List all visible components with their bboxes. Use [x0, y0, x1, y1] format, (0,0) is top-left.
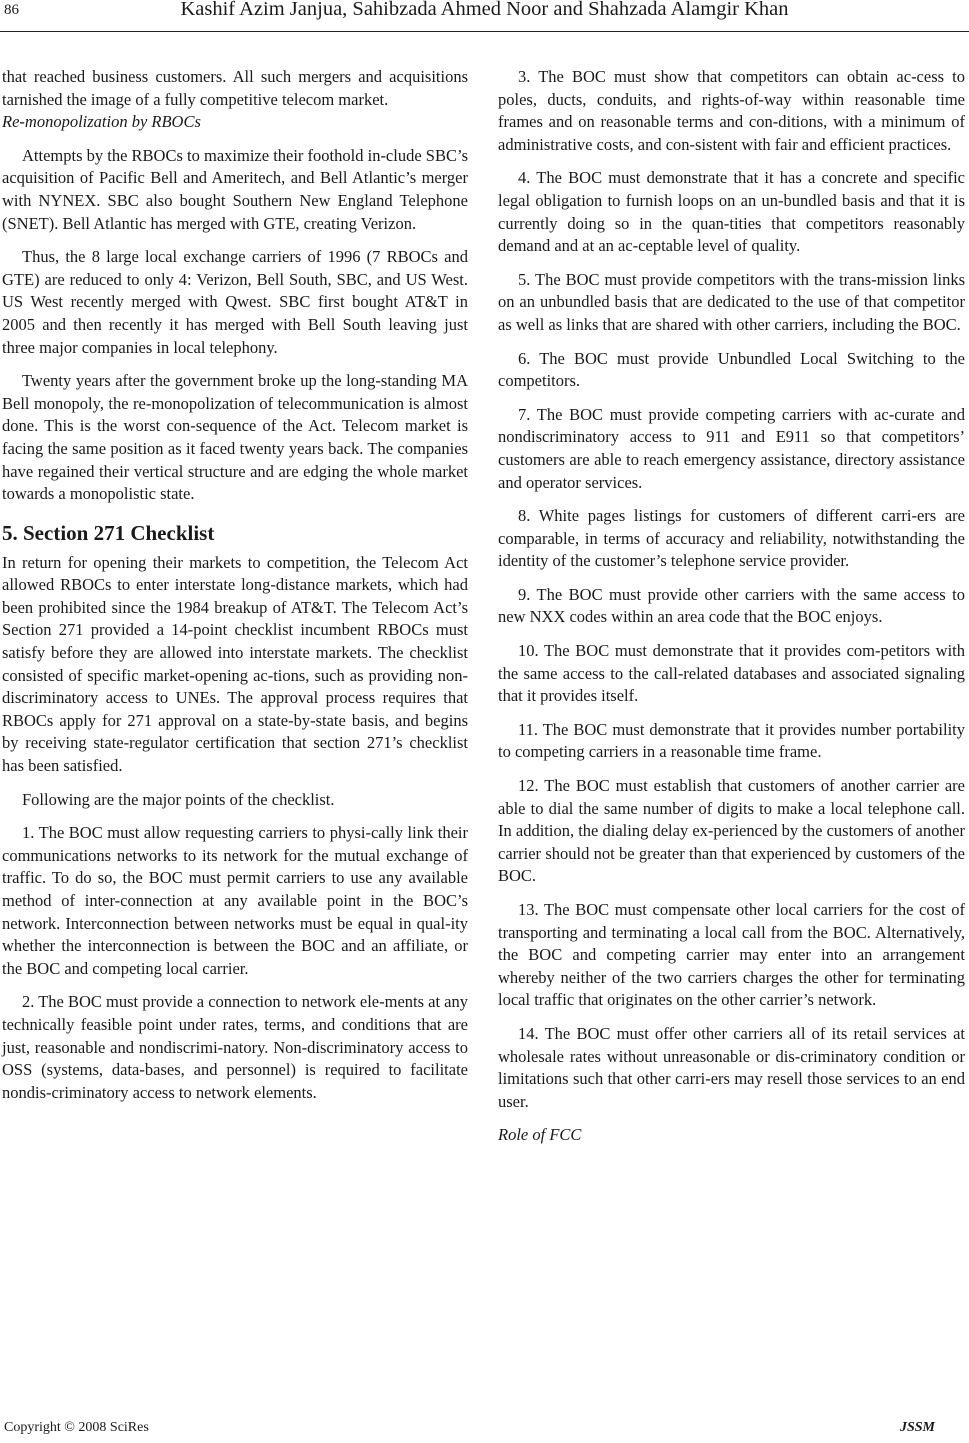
checklist-item-1: 1. The BOC must allow requesting carriers to physi-cally link their communications networks to its network for the mutual exchange of traffic. To do so, the BOC must permit carriers to use any available method of inter-connection at any available point in the BOC’s network. Interconnection between networks must be equal in qual-ity whether the interconnection is between the BOC and an affiliate, or the BOC and competing local carrier. — [2, 823, 468, 978]
page-header — [0, 0, 969, 40]
checklist-item-5: 5. The BOC must provide competitors with the trans-mission links on an unbundled basis that are dedicated to the use of that competitor as well as links that are shared with other carriers, including the BOC. — [498, 269, 965, 334]
paragraph-in-return: In return for opening their markets to competition, the Telecom Act allowed RBOCs to enter interstate long-distance markets, which had been prohibited since the 1984 breakup of AT&T. The Telecom Act’s Section 271 provided a 14-point checklist incumbent RBOCs must satisfy before they are allowed into interstate markets. The checklist consisted of specific market-opening ac-tions, such as providing non-discriminatory access to UNEs. The approval process requires that RBOCs apply for 271 approval on a state-by-state basis, and begins by receiving state-regulator certification that section 271’s checklist has been satisfied. — [2, 552, 468, 776]
right-column — [498, 66, 965, 1147]
checklist-item-2: 2. The BOC must provide a connection to network ele-ments at any technically feasible point under rates, terms, and conditions that are just, reasonable and nondiscrimi-natory. Non-discriminatory access to OSS (systems, data-bases, and personnel) is required to facilitate nondis-criminatory access to network elements. — [2, 992, 469, 1102]
checklist-item-10: 10. The BOC must demonstrate that it provides com-petitors with the same access to the call-related databases and associated signaling that it provides itself. — [498, 641, 965, 706]
checklist-item-13: 13. The BOC must compensate other local carriers for the cost of transporting and terminating a local call from the BOC. Alternatively, the BOC and competing carrier may enter into an arrangement whereby neither of the two carriers charges the other for terminating local traffic that originates on the other carrier’s network. — [498, 900, 965, 1010]
copyright-notice: Copyright © 2008 SciRes — [4, 1420, 149, 1435]
checklist-item-6: 6. The BOC must provide Unbundled Local Switching to the competitors. — [498, 348, 965, 391]
checklist-item-7: 7. The BOC must provide competing carriers with ac-curate and nondiscriminatory access to 911 and E911 so that competitors’ customers are able to reach emergency assistance, directory assistance and operator services. — [498, 404, 965, 492]
paragraph-intro: that reached business customers. All such mergers and acquisitions tarnished the image of a fully competitive telecom market. — [2, 67, 468, 109]
journal-name: JSSM — [899, 1420, 935, 1435]
checklist-item-4: 4. The BOC must demonstrate that it has a concrete and specific legal obligation to furnish loops on an un-bundled basis and that it is currently doing so in the quan-tities that competitors reasonably demand and at an ac-ceptable level of quality. — [498, 168, 965, 256]
paragraph-thus: Thus, the 8 large local exchange carriers of 1996 (7 RBOCs and GTE) are reduced to only 4: Verizon, Bell South, SBC, and US West. US West recently merged with Qwest. SBC first bought AT&T in 2005 and then recently it has merged with Bell South leaving just three major companies in local telephony. — [2, 247, 468, 357]
running-title: Kashif Azim Janjua, Sahibzada Ahmed Noor and Shahzada Alamgir Khan — [180, 0, 789, 20]
checklist-item-8: 8. White pages listings for customers of different carri-ers are comparable, in terms of accuracy and reliability, notwithstanding the identity of the customer’s telephone service provider. — [498, 506, 965, 571]
section-heading: 5. Section 271 Checklist — [2, 520, 215, 545]
page-footer — [0, 1416, 969, 1440]
paragraph-twenty-years: Twenty years after the government broke up the long-standing MA Bell monopoly, the re-monopolization of telecommunication is almost done. This is the worst con-sequence of the Act. Telecom market is facing the same position as it faced twenty years back. The companies have regained their vertical structure and are edging the whole market towards a monopolistic state. — [2, 371, 468, 504]
page-number: 86 — [4, 2, 19, 18]
checklist-item-11: 11. The BOC must demonstrate that it provides number portability to competing carriers in a reasonable time frame. — [498, 719, 965, 762]
checklist-item-14: 14. The BOC must offer other carriers all of its retail services at wholesale rates without unreasonable or dis-criminatory condition or limitations such that other carri-ers may resell those services to an end user. — [498, 1023, 965, 1111]
paragraph-attempts: Attempts by the RBOCs to maximize their foothold in-clude SBC’s acquisition of Pacific Bell and Ameritech, and Bell Atlantic’s merger with NYNEX. SBC also bought Southern New England Telephone (SNET). Bell Atlantic has merged with GTE, creating Verizon. — [2, 145, 468, 233]
paragraph-following: Following are the major points of the checklist. — [22, 789, 335, 809]
subheading-remonopolization: Re-monopolization by RBOCs — [2, 112, 201, 132]
subheading-role-of-fcc: Role of FCC — [498, 1125, 582, 1145]
checklist-item-9: 9. The BOC must provide other carriers with the same access to new NXX codes within an area code that the BOC enjoys. — [498, 584, 965, 627]
checklist-item-12: 12. The BOC must establish that customers of another carrier are able to dial the same number of digits to make a local telephone call. In addition, the dialing delay ex-perienced by the customers of another carrier should not be greater than that experienced by customers of the BOC. — [498, 776, 965, 886]
checklist-item-3: 3. The BOC must show that competitors can obtain ac-cess to poles, ducts, conduits, and rights-of-way within reasonable time frames and on reasonable terms and con-ditions, with a minimum of administrative costs, and con-sistent with fair and efficient practices. — [498, 67, 965, 154]
left-column — [2, 66, 468, 1104]
header-rule — [0, 31, 969, 32]
